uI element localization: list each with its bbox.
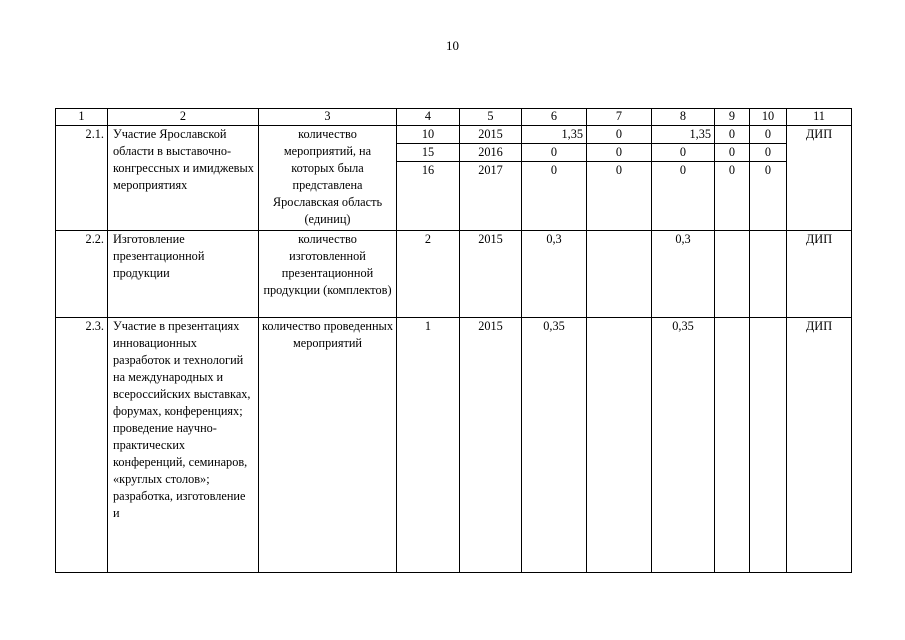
cell-c5: 2015 [460, 126, 522, 144]
table-row [56, 318, 852, 573]
row-number: 2.1. [56, 126, 108, 231]
header-cell: 8 [652, 109, 715, 126]
cell-c10: 0 [750, 144, 787, 162]
page-number: 10 [446, 38, 459, 53]
header-cell: 11 [787, 109, 852, 126]
cell-c5: 2015 [460, 318, 522, 573]
cell-c8: 0,3 [652, 231, 715, 318]
cell-c4: 2 [397, 231, 460, 318]
cell-c8: 0 [652, 144, 715, 162]
cell-c9 [715, 231, 750, 318]
cell-c9: 0 [715, 162, 750, 231]
row-executor: ДИП [787, 231, 852, 318]
header-cell: 9 [715, 109, 750, 126]
cell-c7: 0 [587, 162, 652, 231]
header-cell: 10 [750, 109, 787, 126]
row-executor: ДИП [787, 126, 852, 231]
row-number: 2.2. [56, 231, 108, 318]
cell-c4: 16 [397, 162, 460, 231]
cell-c6: 0 [522, 144, 587, 162]
cell-c7 [587, 318, 652, 573]
cell-c9: 0 [715, 126, 750, 144]
cell-c6: 0 [522, 162, 587, 231]
header-row [56, 109, 852, 126]
header-cell: 6 [522, 109, 587, 126]
header-cell: 5 [460, 109, 522, 126]
header-cell: 2 [108, 109, 259, 126]
cell-c10: 0 [750, 126, 787, 144]
row-name: Изготовление презентационной продукции [108, 231, 259, 318]
cell-c7 [587, 231, 652, 318]
row-name: Участие в презентациях инновационных разработок и технологий на международных и всероссийских выставках, форумах, конференциях; проведение научно-практических конференций, семинаров, «круглых столов»; разработка, изготовление и [108, 318, 259, 573]
cell-c5: 2017 [460, 162, 522, 231]
cell-c7: 0 [587, 126, 652, 144]
cell-c5: 2016 [460, 144, 522, 162]
cell-c6: 0,35 [522, 318, 587, 573]
header-cell: 1 [56, 109, 108, 126]
row-name: Участие Ярославской области в выставочно-конгрессных и имиджевых мероприятиях [108, 126, 259, 231]
header-cell: 3 [259, 109, 397, 126]
row-indicator: количество изготовленной презентационной продукции (комплектов) [259, 231, 397, 318]
cell-c8: 0,35 [652, 318, 715, 573]
row-executor: ДИП [787, 318, 852, 573]
program-table [55, 108, 852, 573]
cell-c9 [715, 318, 750, 573]
row-indicator: количество мероприятий, на которых была представлена Ярославская область (единиц) [259, 126, 397, 231]
header-cell: 7 [587, 109, 652, 126]
cell-c7: 0 [587, 144, 652, 162]
table-row [56, 231, 852, 318]
cell-c4: 10 [397, 126, 460, 144]
cell-c8: 1,35 [652, 126, 715, 144]
cell-c10 [750, 318, 787, 573]
cell-c5: 2015 [460, 231, 522, 318]
row-number: 2.3. [56, 318, 108, 573]
header-cell: 4 [397, 109, 460, 126]
cell-c9: 0 [715, 144, 750, 162]
row-indicator: количество проведенных мероприятий [259, 318, 397, 573]
cell-c6: 0,3 [522, 231, 587, 318]
cell-c6: 1,35 [522, 126, 587, 144]
cell-c10: 0 [750, 162, 787, 231]
cell-c4: 15 [397, 144, 460, 162]
table-row [56, 126, 852, 144]
cell-c10 [750, 231, 787, 318]
cell-c8: 0 [652, 162, 715, 231]
cell-c4: 1 [397, 318, 460, 573]
